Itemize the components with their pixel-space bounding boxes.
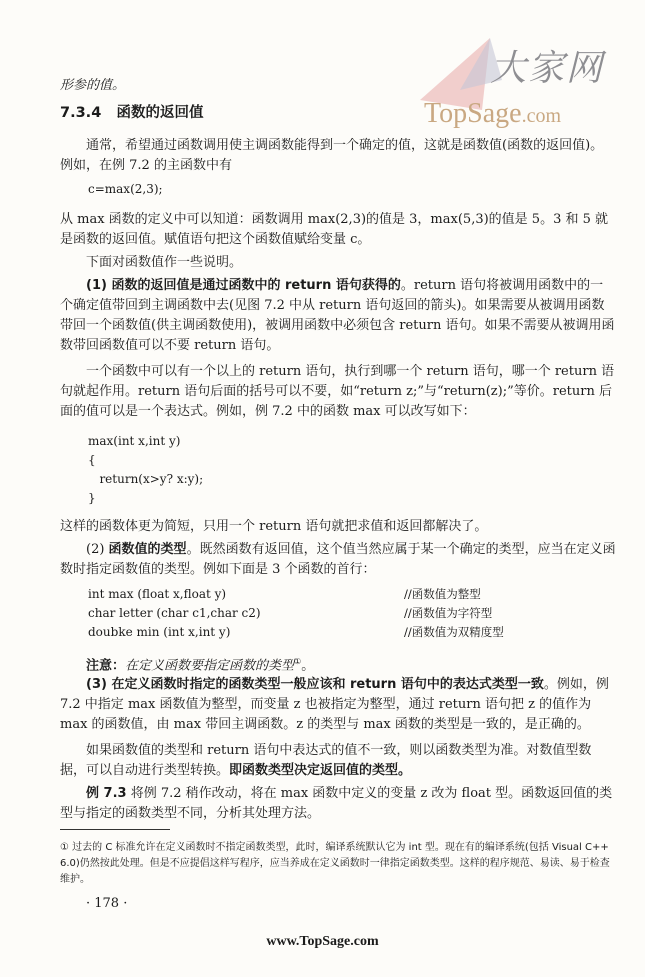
note: 注意：在定义函数要指定函数的类型①。 xyxy=(86,657,315,674)
watermark-en: TopSage.com xyxy=(424,98,562,129)
paragraph-7: (2) 函数值的类型。既然函数有返回值，这个值当然应属于某一个确定的类型，应当在定义函数时指定函数值的类型。例如下面是 3 个函数的首行： xyxy=(60,542,616,577)
paragraph-8: (3) 在定义函数时指定的函数类型一般应该和 return 语句中的表达式类型一致。例如，例 7.2 中指定 max 函数值为整型，而变量 z 也被指定为整型，通过 return 语句把 z 的值作为 max 的函数值，由 max 带回主调函数。z 的类型与 max 函数的类型是一致的，是正确的。 xyxy=(60,677,609,732)
page-number: · 178 · xyxy=(86,896,128,911)
paragraph-6: 这样的函数体更为简短，只用一个 return 语句就把求值和返回都解决了。 xyxy=(60,519,488,534)
paragraph-2: 从 max 函数的定义中可以知道：函数调用 max(2,3)的值是 3，max(5,3)的值是 5。3 和 5 就是函数的返回值。赋值语句把这个函数值赋给变量 c。 xyxy=(60,212,609,247)
comment-1: //函数值为整型 xyxy=(404,587,481,601)
code-line-1: c=max(2,3); xyxy=(88,182,163,196)
section-heading: 7.3.4 函数的返回值 xyxy=(60,105,204,121)
paragraph-5: 一个函数中可以有一个以上的 return 语句，执行到哪一个 return 语句，哪一个 return 语句就起作用。return 语句后面的括号可以不要，如“return z;”与“return(z);”等价。return 后面的值可以是一个表达式。例如，例 7.2 中的函数 max 可以改写如下： xyxy=(60,364,615,419)
continued-text: 形参的值。 xyxy=(60,78,126,93)
example-7-3: 例 7.3 将例 7.2 稍作改动，将在 max 函数中定义的变量 z 改为 float 型。函数返回值的类型与指定的函数类型不同，分析其处理方法。 xyxy=(60,786,613,821)
paragraph-3: 下面对函数值作一些说明。 xyxy=(86,255,243,270)
footnote-rule xyxy=(60,829,170,830)
comment-3: //函数值为双精度型 xyxy=(404,625,504,639)
paragraph-4: (1) 函数的返回值是通过函数中的 return 语句获得的。return 语句将被调用函数中的一个确定值带回到主调函数中去(见图 7.2 中从 return 语句返回的箭头)。如果需要从被调用函数带回一个函数值(供主调函数使用)，被调用函数中必须包含 return 语句。如果不需要从被调用函数带回函数值可以不要 return 语句。 xyxy=(60,278,615,353)
comment-2: //函数值为字符型 xyxy=(404,606,493,620)
code-block-3: int max (float x,float y) char letter (char c1,char c2) doubke min (int x,int y) xyxy=(88,587,261,639)
footnote: ① 过去的 C 标准允许在定义函数时不指定函数类型，此时，编译系统默认它为 int 型。现在有的编译系统(包括 Visual C++ 6.0)仍然按此处理。但是不应提倡这样写程序，应当养成在定义函数时一律指定函数类型。这样的程序规范、易读、易于检查维护。 xyxy=(60,842,610,885)
code-block-2: max(int x,int y) { return(x>y? x:y); } xyxy=(88,434,204,505)
watermark-cn: 大家网 xyxy=(490,48,605,89)
paragraph-1: 通常，希望通过函数调用使主调函数能得到一个确定的值，这就是函数值(函数的返回值)。例如，在例 7.2 的主函数中有 xyxy=(60,138,604,173)
paragraph-9: 如果函数值的类型和 return 语句中表达式的值不一致，则以函数类型为准。对数值型数据，可以自动进行类型转换。即函数类型决定返回值的类型。 xyxy=(60,743,592,778)
footer-url: www.TopSage.com xyxy=(266,934,379,949)
